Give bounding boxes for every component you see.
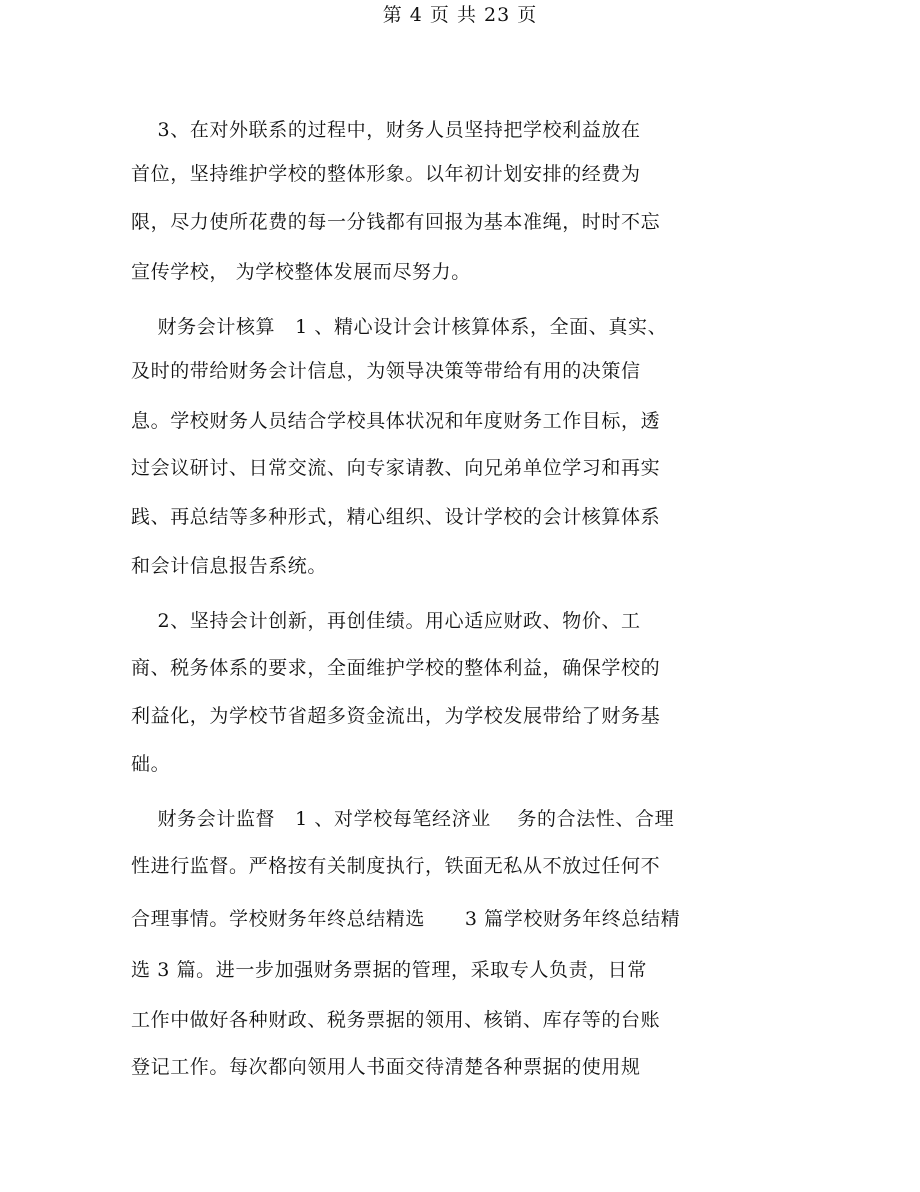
text-line: 工作中做好各种财政、税务票据的领用、核销、库存等的台账 [131, 1009, 661, 1031]
text-line: 合理事情。学校财务年终总结精选 3 篇学校财务年终总结精 [131, 908, 681, 930]
text-line: 选 3 篇。进一步加强财务票据的管理，采取专人负责，日常 [131, 959, 647, 981]
text-line: 宣传学校， 为学校整体发展而尽努力。 [131, 261, 471, 283]
text-line: 过会议研讨、日常交流、向专家请教、向兄弟单位学习和再实 [131, 457, 661, 479]
text-line: 登记工作。每次都向领用人书面交待清楚各种票据的使用规 [131, 1056, 641, 1078]
text-line: 2、坚持会计创新，再创佳绩。用心适应财政、物价、工 [131, 610, 641, 632]
text-line: 性进行监督。严格按有关制度执行，铁面无私从不放过任何不 [131, 855, 661, 877]
text-line: 3、在对外联系的过程中，财务人员坚持把学校利益放在 [131, 119, 641, 141]
text-line: 财务会计核算 1 、精心设计会计核算体系，全面、真实、 [131, 316, 668, 338]
text-line: 限，尽力使所花费的每一分钱都有回报为基本准绳，时时不忘 [131, 211, 661, 233]
text-line: 及时的带给财务会计信息，为领导决策等带给有用的决策信 [131, 360, 641, 382]
text-line: 财务会计监督 1 、对学校每笔经济业 务的合法性、合理 [131, 808, 675, 830]
text-line: 础。 [131, 753, 171, 775]
text-line: 首位，坚持维护学校的整体形象。以年初计划安排的经费为 [131, 163, 641, 185]
text-line: 商、税务体系的要求，全面维护学校的整体利益，确保学校的 [131, 657, 661, 679]
text-line: 践、再总结等多种形式，精心组织、设计学校的会计核算体系 [131, 506, 661, 528]
text-line: 息。学校财务人员结合学校具体状况和年度财务工作目标，透 [131, 410, 661, 432]
page-number-header: 第 4 页 共 23 页 [382, 4, 538, 26]
text-line: 利益化，为学校节省超多资金流出，为学校发展带给了财务基 [131, 705, 661, 727]
text-line: 和会计信息报告系统。 [131, 555, 328, 577]
